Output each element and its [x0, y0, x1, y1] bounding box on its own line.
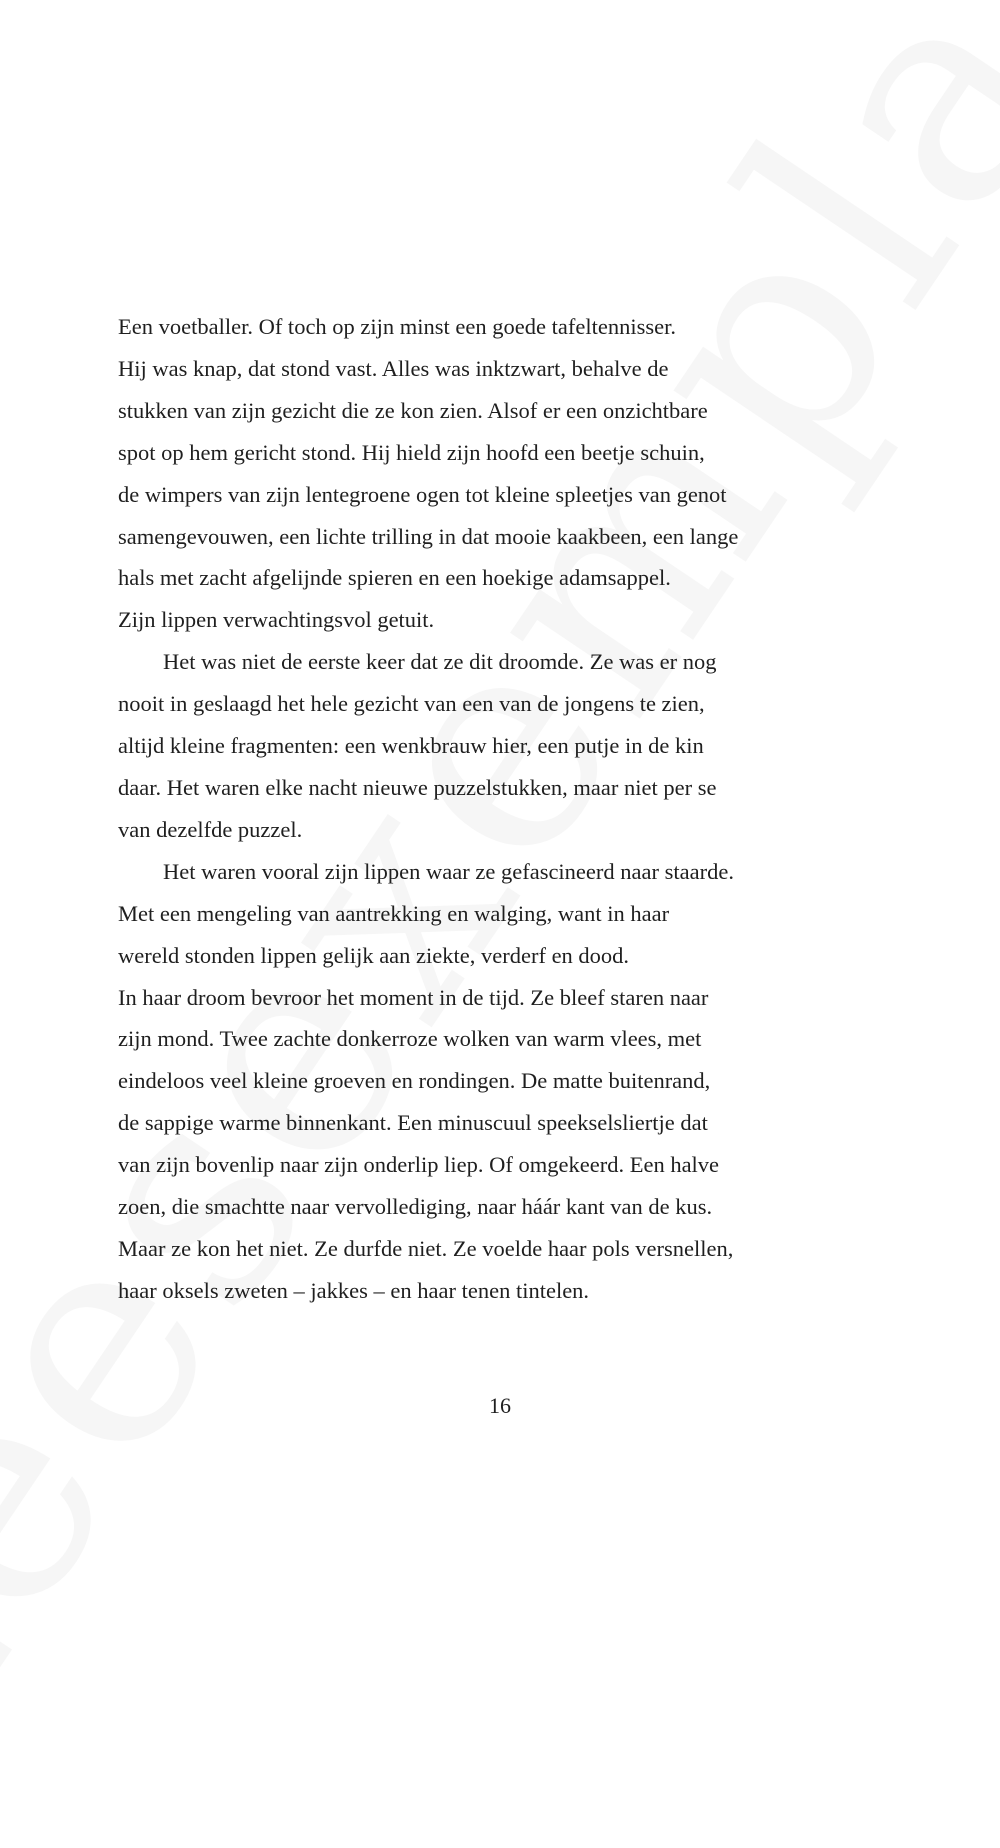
text-line: wereld stonden lippen gelijk aan ziekte, verderf en dood. — [118, 942, 630, 968]
text-line: Het waren vooral zijn lippen waar ze gefascineerd naar staarde. — [163, 858, 734, 884]
text-line: Hij was knap, dat stond vast. Alles was inktzwart, behalve de — [118, 355, 669, 381]
text-line: de sappige warme binnenkant. Een minuscuul speekselsliertje dat — [118, 1110, 708, 1136]
text-line: de wimpers van zijn lentegroene ogen tot kleine spleetjes van genot — [118, 481, 727, 507]
text-line: hals met zacht afgelijnde spieren en een hoekige adamsappel. — [118, 565, 671, 591]
text-line: zijn mond. Twee zachte donkerroze wolken van warm vlees, met — [118, 1026, 702, 1052]
page-number: 16 — [489, 1393, 511, 1418]
text-line: spot op hem gericht stond. Hij hield zijn hoofd een beetje schuin, — [118, 439, 705, 465]
text-line: In haar droom bevroor het moment in de tijd. Ze bleef staren naar — [118, 984, 709, 1010]
text-line: Een voetballer. Of toch op zijn minst een goede tafeltennisser. — [118, 314, 676, 339]
text-line: Met een mengeling van aantrekking en walging, want in haar — [118, 900, 670, 926]
text-line: van dezelfde puzzel. — [118, 816, 303, 842]
text-line: zoen, die smachtte naar vervollediging, naar háár kant van de kus. — [118, 1194, 713, 1220]
text-line: Het was niet de eerste keer dat ze dit droomde. Ze was er nog — [163, 649, 717, 675]
text-line: van zijn bovenlip naar zijn onderlip liep. Of omgekeerd. Een halve — [118, 1152, 720, 1178]
text-line: daar. Het waren elke nacht nieuwe puzzelstukken, maar niet per se — [118, 774, 717, 800]
text-line: samengevouwen, een lichte trilling in dat mooie kaakbeen, een lange — [118, 523, 739, 549]
text-line: Zijn lippen verwachtingsvol getuit. — [118, 607, 435, 633]
text-line: stukken van zijn gezicht die ze kon zien. Alsof er een onzichtbare — [118, 397, 708, 423]
text-line: eindeloos veel kleine groeven en rondingen. De matte buitenrand, — [118, 1068, 711, 1094]
text-line: haar oksels zweten – jakkes – en haar tenen tintelen. — [118, 1277, 590, 1303]
body-text — [118, 306, 908, 1312]
text-line: altijd kleine fragmenten: een wenkbrauw hier, een putje in de kin — [118, 733, 704, 759]
text-line: Maar ze kon het niet. Ze durfde niet. Ze voelde haar pols versnellen, — [118, 1235, 734, 1261]
text-line: nooit in geslaagd het hele gezicht van een van de jongens te zien, — [118, 691, 705, 717]
